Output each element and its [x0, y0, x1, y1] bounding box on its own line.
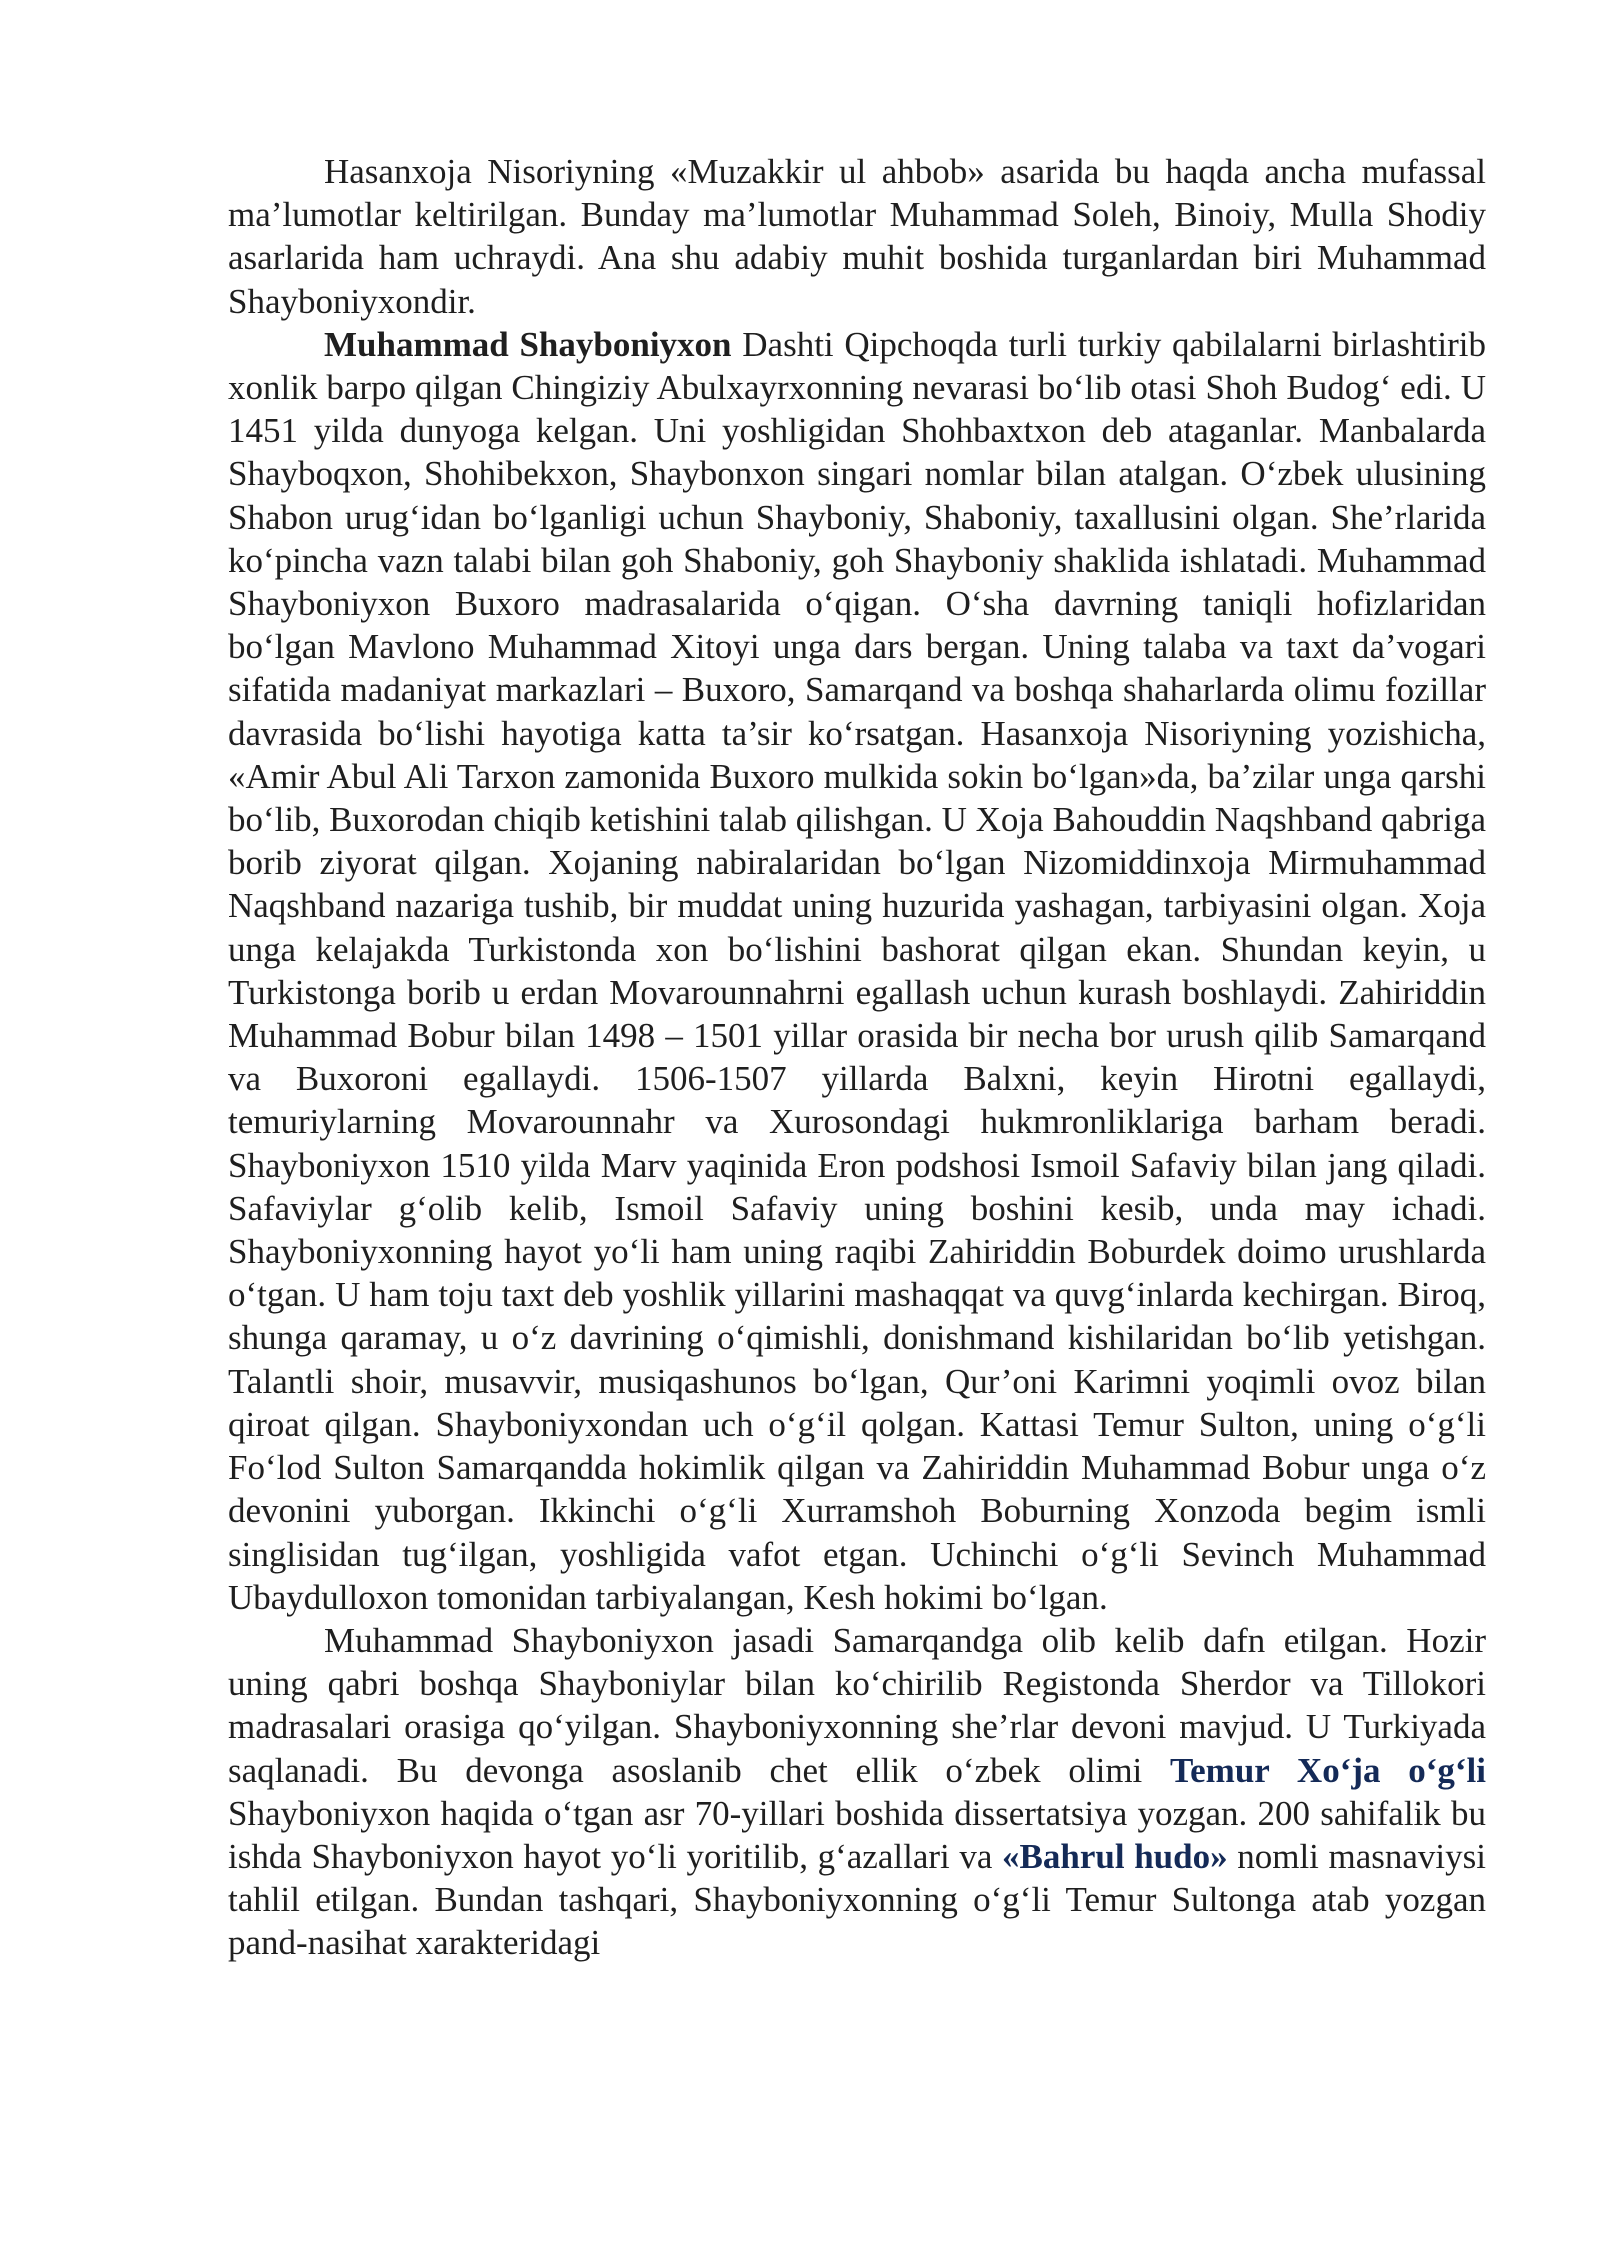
paragraph-3-text-part-2: Shayboniyxon haqida o‘tgan asr 70-yillari boshida dissertatsiya yozgan. 200 sahifalik bu ishda Shayboniyxon hayot yo‘li yoritilib, g‘azallari va	[228, 1793, 1486, 1876]
scholar-name: Temur Xo‘ja o‘g‘li	[1170, 1750, 1486, 1790]
paragraph-3	[228, 1619, 1486, 1965]
paragraph-3-text-part-3: nomli masnaviysi tahlil etilgan. Bundan tashqari, Shayboniyxonning o‘g‘li Temur Sultonga atab yozgan pand-nasihat xarakteridagi	[228, 1836, 1486, 1963]
paragraph-2-text: Dashti Qipchoqda turli turkiy qabilalarni birlashtirib xonlik barpo qilgan Chingiziy Abulxayrxonning nevarasi bo‘lib otasi Shoh Budog‘ edi. U 1451 yilda dunyoga kelgan. Uni yoshligidan Shohbaxtxon deb ataganlar. Manbalarda Shayboqxon, Shohibekxon, Shaybonxon singari nomlar bilan atalgan. O‘zbek ulusining Shabon urug‘idan bo‘lganligi uchun Shayboniy, Shaboniy, taxallusini olgan. She’rlarida ko‘pincha vazn talabi bilan goh Shaboniy, goh Shayboniy shaklida ishlatadi. Muhammad Shayboniyxon Buxoro madrasalarida o‘qigan. O‘sha davrning taniqli hofizlaridan bo‘lgan Mavlono Muhammad Xitoyi unga dars bergan. Uning talaba va taxt da’vogari sifatida madaniyat markazlari – Buxoro, Samarqand va boshqa shaharlarda olimu fozillar davrasida bo‘lishi hayotiga katta ta’sir ko‘rsatgan. Hasanxoja Nisoriyning yozishicha, «Amir Abul Ali Tarxon zamonida Buxoro mulkida sokin bo‘lgan»da, ba’zilar unga qarshi bo‘lib, Buxorodan chiqib ketishini talab qilishgan. U Xoja Bahouddin Naqshband qabriga borib ziyorat qilgan. Xojaning nabiralaridan bo‘lgan Nizomiddinxoja Mirmuhammad Naqshband nazariga tushib, bir muddat uning huzurida yashagan, tarbiyasini olgan. Xoja unga kelajakda Turkistonda xon bo‘lishini bashorat qilgan ekan. Shundan keyin, u Turkistonga borib u erdan Movarounnahrni egallash uchun kurash boshlaydi. Zahiriddin Muhammad Bobur bilan 1498 – 1501 yillar orasida bir necha bor urush qilib Samarqand va Buxoroni egallaydi. 1506-1507 yillarda Balxni, keyin Hirotni egallaydi, temuriylarning Movarounnahr va Xurosondagi hukmronliklariga barham beradi. Shayboniyxon 1510 yilda Marv yaqinida Eron podshosi Ismoil Safaviy bilan jang qiladi. Safaviylar g‘olib kelib, Ismoil Safaviy uning boshini kesib, unda may ichadi. Shayboniyxonning hayot yo‘li ham uning raqibi Zahiriddin Boburdek doimo urushlarda o‘tgan. U ham toju taxt deb yoshlik yillarini mashaqqat va quvg‘inlarda kechirgan. Biroq, shunga qaramay, u o‘z davrining o‘qimishli, donishmand kishilaridan bo‘lib yetishgan. Talantli shoir, musavvir, musiqashunos bo‘lgan, Qur’oni Karimni yoqimli ovoz bilan qiroat qilgan. Shayboniyxondan uch o‘g‘il qolgan. Kattasi Temur Sulton, uning o‘g‘li Fo‘lod Sulton Samarqandda hokimlik qilgan va Zahiriddin Muhammad Bobur unga o‘z devonini yuborgan. Ikkinchi o‘g‘li Xurramshoh Boburning Xonzoda begim ismli singlisidan tug‘ilgan, yoshligida vafot etgan. Uchinchi o‘g‘li Sevinch Muhammad Ubaydulloxon tomonidan tarbiyalangan, Kesh hokimi bo‘lgan.	[228, 324, 1487, 1617]
shayboniyxon-heading-name: Muhammad Shayboniyxon	[324, 324, 732, 364]
masnavi-title: «Bahrul hudo»	[1002, 1836, 1228, 1876]
document-page	[228, 150, 1486, 1965]
paragraph-1	[228, 150, 1486, 323]
paragraph-1-text: Hasanxoja Nisoriyning «Muzakkir ul ahbob» asarida bu haqda ancha mufassal ma’lumotlar keltirilgan. Bunday ma’lumotlar Muhammad Soleh, Binoiy, Mulla Shodiy asarlarida ham uchraydi. Ana shu adabiy muhit boshida turganlardan biri Muhammad Shayboniyxondir.	[228, 152, 1486, 321]
paragraph-3-text-part-1: Muhammad Shayboniyxon jasadi Samarqandga olib kelib dafn etilgan. Hozir uning qabri boshqa Shayboniylar bilan ko‘chirilib Registonda Sherdor va Tillokori madrasalari orasiga qo‘yilgan. Shayboniyxonning she’rlar devoni mavjud. U Turkiyada saqlanadi. Bu devonga asoslanib chet ellik o‘zbek olimi	[228, 1620, 1486, 1790]
paragraph-2	[228, 323, 1486, 1619]
